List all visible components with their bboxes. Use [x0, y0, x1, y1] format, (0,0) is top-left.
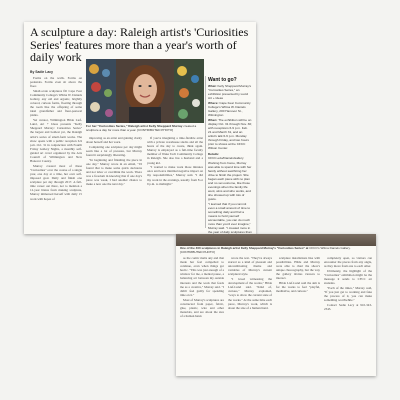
- article-paragraph: completely open, so visitors can encounter the pieces from any angle, as they move from one to each other.: [324, 256, 372, 269]
- sidebar-label: Details:: [208, 151, 220, 156]
- sidebar-item: [208, 84, 252, 100]
- info-sidebar: [208, 77, 252, 243]
- article-paragraph: Hilde Lief-Lund said the aim is for the works to feel "playful, meditative, and curious.": [276, 281, 320, 294]
- article-clipping-continuation: [176, 234, 376, 376]
- continuation-caption: [180, 247, 372, 255]
- article-paragraph: Working from home, Murray was able to spend time with her family without sacrificing her drive to finish the project. She began each piece with no plan and no set outcome, like those evenings when the family life went, wins and who works, and she showed up with lots of gusto.: [208, 160, 252, 201]
- sidebar-value: Cape Fear Community College's Wilma W. Daniels Gallery, 200 Hanover St., Wilmington: [208, 101, 251, 118]
- article-paragraph: improving as an artist and gaining clarity about herself and her work.: [86, 136, 142, 145]
- article-clipping-top: [24, 22, 256, 234]
- sidebar-label: What:: [208, 84, 217, 88]
- article-paragraph: Murray created most of these "Curiosities" over the course of a single year, one day at a time, her own self-imposed goal. Daily and finish one sculpture per day through 2017. A full-time career out there, not to mention a 12-year hiatus from making sculpture, Murray immersed herself with daily 15 work with hopes of: [30, 163, 82, 201]
- artist-photo-image: [86, 59, 204, 123]
- article-paragraph: Ultimately, the highlight of the "Curiosities" exhibition might be the message it sends to CFCC art students.: [324, 268, 372, 286]
- sidebar-label: When:: [208, 118, 218, 123]
- caption-bold: One of the 400 sculptures in Raleigh artist Kelly Sheppard Murray's "Curiosities Series" at: [180, 246, 309, 250]
- article-paragraph: "In beginning and finishing the piece in one day," Murray wrote in an email, "I'd found that to make some quick decisions and not labor or overthink the work. There was a freedom in knowing that if one day's piece was weak, I had another chance to make a new one the next day.": [86, 157, 142, 187]
- article-paragraph: "I wanted to make work those minutes once and leave minimal negative impact on my responsibilities," Murray said. "I did my work in the evenings, usually from 8 or 9 p.m. to midnight.": [147, 165, 203, 186]
- caption-text: created a sculpture a day for more than a year. [CONTRIBUTED PHOTO]: [86, 124, 197, 132]
- article-headline: A sculpture a day: Raleigh artist's 'Curiosities Series' features more than a year's worth of daily work: [30, 25, 249, 64]
- article-paragraph: wrote the text. "They've always started as a kind of pleasant and unconditioning theme and variables of Murray's current sculptural style.: [228, 256, 272, 277]
- article-paragraph: "I loved witnessing the development of the works," Hilde Lief-Lund said. "Kind of, curious," Murray explained, "ways to show the current state of the works." At the same time each piece, Murray's work, which is about the size of a human hand.: [228, 277, 272, 310]
- artist-photo: [86, 59, 204, 123]
- article-paragraph: Most of Murray's sculptures are constructed from paper, fabric, glue, plastic, wire and other materials, and are about the size of a human hand.: [180, 297, 224, 318]
- column-divider: [205, 76, 206, 228]
- continuation-column-2: [228, 256, 272, 374]
- sidebar-title: Want to go?: [208, 77, 237, 83]
- sidebar-item: [208, 152, 252, 160]
- continuation-column-1: [180, 256, 224, 374]
- article-paragraph: "I learned that if you commit even a small amount of time to something daily and find a means to hold yourself accountable, you can do much more than you'd ever imagine," Murray said. "I created more in the year of daily sculptures than: [208, 201, 252, 234]
- continuation-column-3: [276, 256, 320, 374]
- sidebar-value: The exhibition will be on display Oct. 31 through Nov. 30; with receptions 6-9 p.m. Feb. 21 and March 31, and an artist's talk 6-9 p.m. Monday through Friday, and two hours prior to shows at the CFCC Wilson Center.: [208, 118, 252, 151]
- article-paragraph: sculpture installations like with possibilities. Hilde and Murray were able to chart the show's unique choreography, but the way the gallery invites viewers to interact.: [276, 256, 320, 281]
- article-column-3: [147, 136, 203, 230]
- caption-text: CFCC's Wilma Daniels Gallery. [CONTRIBUTED PHOTO]: [180, 246, 351, 254]
- article-paragraph: "Each of the times," Murray said, "If you just get to working and fake the process of it, you can make something worthwhile.": [324, 285, 372, 303]
- article-column-1: [30, 76, 82, 230]
- continuation-column-4: [324, 256, 372, 374]
- article-paragraph: If you're imagining a time-flexible artist with a private warehouse studio and all the hours of the day to create, think again. Murray is employed as a full-time faculty member of Wake Tech Community College in Raleigh. She also has a husband and a young kid.: [147, 136, 203, 165]
- article-paragraph: Small-scale sculptures fill Cape Fear Community College's Wilma W. Daniels Gallery, any old and organic, brightly colored, curious forms, floating through the room like the offspring of some ideal grandfather and fleur-pastoral plants.: [30, 88, 82, 118]
- sculpture-photo: [176, 234, 376, 246]
- sidebar-label: Where:: [208, 101, 219, 106]
- article-paragraph: as the comic melts any and that made her feel compelled to continue, even when things got hectic. "This was just enough of a window for me, a mental pause, a balancing act between my outside interests and the work that feeds me as a creative," Murray said. "I didn't feel guilty for spending time on it.": [180, 256, 224, 297]
- sidebar-item: [208, 118, 252, 150]
- article-paragraph: Completing one sculpture per day might seem like a lot of pressure, but Murray found it surprisingly liberating.: [86, 144, 142, 157]
- caption-bold: For her "Curiosities Series," Raleigh artist Kelly Sheppard Murray: [86, 124, 183, 128]
- article-paragraph: Forms on the walls. Forms on pedestals. Forms even sit above the floor.: [30, 76, 82, 89]
- article-byline: By Sadie Lacy: [30, 70, 53, 74]
- sidebar-value: Kelly Sheppard Murray's "Curiosities Series," an exhibition presented by Lucid Art + Ideas: [208, 84, 252, 100]
- article-column-2: [86, 136, 142, 230]
- article-paragraph: Contact Sadie Lacy at 910-343-2343.: [324, 302, 372, 311]
- sidebar-value: CFCC.edu/DanielsGallery: [208, 155, 244, 160]
- sidebar-item: [208, 101, 252, 117]
- article-paragraph: Yet curator, Wilmington Hilde Lief-Lund, Art + Ideas presents "Kelly Sheppard Murray: Curiosities Series" the largest and boldest yet, the Raleigh artist's series of small-form works. The show opens with a public reception 6-9 p.m. Oct. 31 in conjunction with Fourth Friday Gallery Nights, a monthly self-guided art crawl organized by the Arts Council of Wilmington and New Hanover County.: [30, 118, 82, 164]
- photo-caption: [86, 125, 204, 133]
